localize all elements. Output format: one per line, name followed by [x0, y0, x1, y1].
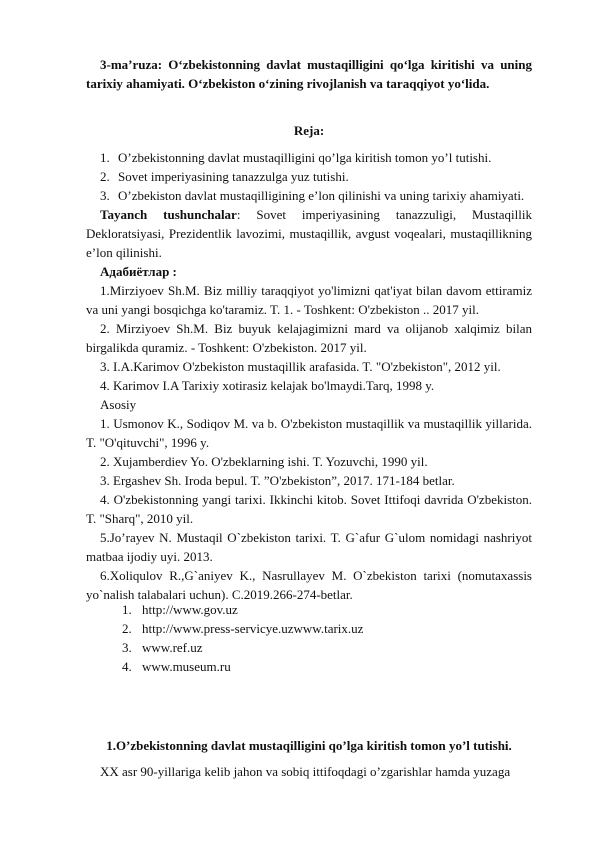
link-item: [86, 638, 532, 657]
plan-list: [86, 148, 532, 205]
lecture-title: 3-ma’ruza: O‘zbekistonning davlat mustaqilligini qo‘lga kiritishi va uning tarixiy ahamiyati. O‘zbekiston o‘zining rivojlanish va taraqqiyot yo‘lida.: [86, 57, 532, 91]
links-list: [86, 600, 532, 676]
link-item: [86, 600, 532, 619]
literature-item: 6.Xoliqulov R.,G`aniyev K., Nasrullayev M. O`zbekiston tarixi (nomutaxassis yo`nalish talabalari uchun). C.2019.266-274-betlar.: [86, 568, 532, 602]
link-item-number: 1.: [122, 602, 132, 617]
body-paragraph: XX asr 90-yillariga kelib jahon va sobiq ittifoqdagi o’zgarishlar hamda yuzaga: [100, 764, 511, 779]
plan-heading: Reja:: [293, 123, 325, 138]
plan-item-number: 1.: [100, 150, 110, 165]
literature-item: 1. Usmonov K., Sodiqov M. va b. O'zbekiston mustaqillik va mustaqillik yillarida. T. "O'qituvchi", 1996 y.: [86, 416, 532, 450]
link-item-number: 3.: [122, 640, 132, 655]
link-item: [86, 657, 532, 676]
link-item-number: 2.: [122, 621, 132, 636]
plan-item-text: O’zbekistonning davlat mustaqilligini qo’lga kiritish tomon yo’l tutishi.: [118, 150, 492, 165]
literature-item: 2. Mirziyoev Sh.M. Biz buyuk kelajagimizni mard va olijanob xalqimiz bilan birgalikda quramiz. - Toshkent: O'zbekiston. 2017 yil.: [86, 321, 532, 355]
section-heading: 1.O’zbekistonning davlat mustaqilligini qo’lga kiritish tomon yo’l tutishi.: [106, 738, 512, 753]
link-item-number: 4.: [122, 659, 132, 674]
literature-subheading: Asosiy: [100, 397, 137, 412]
plan-item: [86, 148, 532, 167]
key-terms-label: Tayanch tushunchalar: [100, 207, 237, 222]
literature-item: 5.Jo’rayev N. Mustaqil O`zbekiston tarixi. T. G`afur G`ulom nomidagi nashriyot matbaa ijodiy uyi. 2013.: [86, 530, 532, 564]
link-item-text: http://www.gov.uz: [142, 602, 238, 617]
plan-item: [86, 186, 532, 205]
plan-item-text: Sovet imperiyasining tanazzulga yuz tutishi.: [118, 169, 349, 184]
plan-item: [86, 167, 532, 186]
literature-item: 2. Xujamberdiev Yo. O'zbeklarning ishi. T. Yozuvchi, 1990 yil.: [100, 454, 428, 469]
literature-item: 4. Karimov I.A Tarixiy xotirasiz kelajak bo'lmaydi.Tarq, 1998 y.: [100, 378, 435, 393]
literature-item: 3. Ergashev Sh. Iroda bepul. T. ”O'zbekiston”, 2017. 171-184 betlar.: [100, 473, 455, 488]
key-terms: [86, 205, 532, 262]
plan-item-number: 3.: [100, 188, 110, 203]
literature-item: 1.Mirziyoev Sh.M. Biz milliy taraqqiyot yo'limizni qat'iyat bilan davom ettiramiz va uni yangi bosqichga ko'taramiz. T. 1. - Toshkent: O'zbekiston .. 2017 yil.: [86, 283, 532, 317]
literature-section: [86, 262, 532, 604]
link-item-text: http://www.press-servicye.uzwww.tarix.uz: [142, 621, 364, 636]
plan-item-text: O’zbekiston davlat mustaqilligining e’lon qilinishi va uning tarixiy ahamiyati.: [118, 188, 525, 203]
link-item-text: www.museum.ru: [142, 659, 231, 674]
link-item: [86, 619, 532, 638]
literature-item: 3. I.A.Karimov O'zbekiston mustaqillik arafasida. T. "O'zbekiston", 2012 yil.: [100, 359, 501, 374]
plan-item-number: 2.: [100, 169, 110, 184]
key-terms-text: : Sovet imperiyasining tanazzuligi, Mustaqillik Dekloratsiyasi, Prezidentlik lavozimi, mustaqillik, avgust voqealari, mustaqillikning e’lon qilinishi.: [86, 207, 533, 260]
literature-item: 4. O'zbekistonning yangi tarixi. Ikkinchi kitob. Sovet Ittifoqi davrida O'zbekiston. T. "Sharq", 2010 yil.: [86, 492, 532, 526]
literature-heading: Адабиётлар :: [100, 264, 177, 279]
link-item-text: www.ref.uz: [142, 640, 203, 655]
